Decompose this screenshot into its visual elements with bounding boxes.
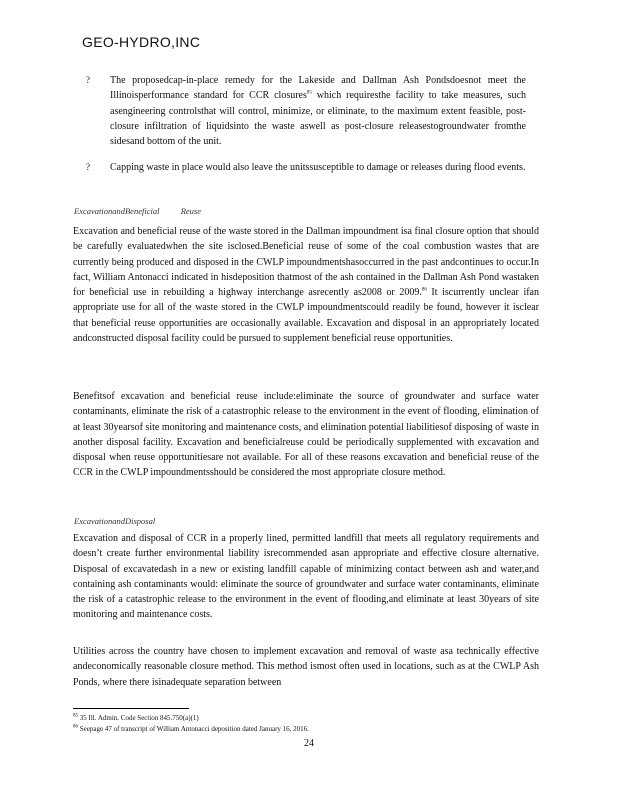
section-heading: ExcavationandDisposal — [74, 516, 156, 526]
bullet-item — [86, 73, 526, 149]
footnote-ref: 85 — [306, 90, 312, 96]
bullet-text-part: The proposedcap-in-place remedy for the Lakeside and Dallman Ash Pondsdoesnot meet the Illinoisperformance standard for CCR closures — [110, 75, 526, 102]
footnote-text: Seepage 47 of transcript of William Antonacci deposition dated January 16, 2016. — [78, 725, 309, 733]
bullet-mark: ? — [86, 75, 90, 85]
paragraph: Benefitsof excavation and beneficial reuse include:eliminate the source of groundwater and surface water contaminants, eliminate the risk of a catastrophic release to the environment in the event of flooding, elimination of at least 30yearsof site monitoring and maintenance costs, and elimination potential liabilitiesof disposing of waste in another disposal facility. Excavation and beneficialreuse could be periodically supplemented with excavation and disposal when reuse opportunitiesare not available. For all of these reasons excavation and beneficial reuse of the CCR in the CWLP impoundmentsshould be considered the most appropriate closure method. — [73, 391, 540, 479]
bullet-text — [110, 73, 526, 149]
footnote-divider — [73, 708, 189, 709]
bullet-mark: ? — [86, 162, 90, 172]
paragraph: Excavation and disposal of CCR in a properly lined, permitted landfill that meets all regulatory requirements and doesn’t create further environmental liability isrecommended asan appropriate and effective closure alternative. Disposal of excavatedash in a new or existing landfill capable of minimizing contact between ash and water,and containing ash contaminants would: eliminate the source of groundwater and surface water contaminants, eliminate the risk of a catastrophic release to the environment in the event of flooding,and eliminate at least 30years of site monitoring and maintenance costs. — [73, 533, 539, 621]
company-header: GEO-HYDRO,INC — [82, 34, 201, 50]
footnote — [73, 713, 533, 723]
footnote-number: 86 — [73, 724, 78, 730]
paragraph: Utilities across the country have chosen to implement excavation and removal of waste asa technically effective andeconomically reasonable closure method. This method ismost often used in locations, such as at the CWLP Ash Ponds, where there isinadequate separation between — [73, 646, 539, 688]
footnote-ref: 86 — [421, 287, 427, 293]
page-number: 24 — [304, 738, 314, 749]
paragraph-text: It iscurrently unclear ifan appropriate use for all of the waste stored in the CWLP impoundmentscould readily be found, however it isclear that beneficial reuse opportunities are occasionally available. Excavation and disposal in an appropriately located andconstructed disposal facility could be pursued to supplement beneficial reuse opportunities. — [73, 287, 539, 345]
bullet-text-part: which requiresthe facility to take measures, such asengineering controlsthat will control, minimize, or eliminate, to the maximum extent feasible, post-closure infiltration of liquidsinto the waste aswell as post-closure releasestogroundwater fromthe sidesand bottom of the unit. — [110, 90, 526, 148]
bullet-item — [86, 160, 526, 175]
paragraph — [73, 224, 539, 346]
footnote-text: 35 Ill. Admin. Code Section 845.750(a)(1) — [78, 714, 199, 722]
footnote-number: 85 — [73, 713, 78, 719]
bullet-text: Capping waste in place would also leave the unitssusceptible to damage or releases during flood events. — [110, 162, 526, 173]
footnote — [73, 724, 533, 734]
section-heading: ExcavationandBeneficial Reuse — [74, 206, 201, 216]
paragraph-text: Excavation and beneficial reuse of the waste stored in the Dallman impoundment isa final closure option that should be carefully evaluatedwhen the site isclosed.Beneficial reuse of some of the coal combustion wastes that are currently being produced and disposed in the CWLP impoundmentshasoccurred in the past andcontinues to occur.In fact, William Antonacci indicated in hisdeposition thatmost of the ash contained in the Dallman Ash Pond wastaken for beneficial use in rebuilding a highway interchange asrecently as2008 or 2009. — [73, 226, 539, 299]
